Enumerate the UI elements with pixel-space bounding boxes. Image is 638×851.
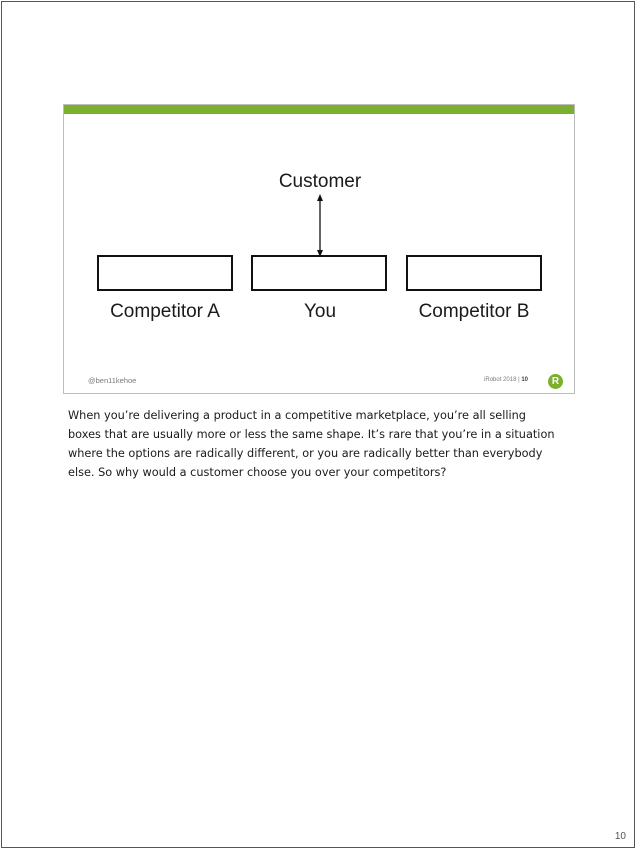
footer-slide-number: 10	[521, 377, 528, 383]
customer-label: Customer	[278, 171, 362, 192]
notes-line: boxes that are usually more or less the same shape. It’s rare that you’re in a situation	[68, 428, 555, 441]
slide-thumbnail	[63, 104, 575, 394]
notes-line: When you’re delivering a product in a competitive marketplace, you’re all selling	[68, 409, 526, 422]
notes-line: else. So why would a customer choose you over your competitors?	[68, 466, 447, 479]
competitor-a-label: Competitor A	[110, 301, 220, 322]
notes-line: where the options are radically different, or you are radically better than everybody	[68, 447, 543, 460]
competitor-b-label: Competitor B	[418, 301, 530, 322]
competitor-a-box	[97, 255, 233, 291]
you-label: You	[303, 301, 337, 322]
footer-credit	[484, 377, 528, 383]
customer-you-arrow	[64, 105, 576, 395]
irobot-logo-icon: R	[548, 374, 563, 389]
competitor-b-box	[406, 255, 542, 291]
footer-handle: @ben11kehoe	[88, 376, 137, 385]
page-number: 10	[614, 831, 626, 842]
speaker-notes	[68, 406, 588, 482]
footer-credit-text: iRobot 2018 |	[484, 377, 520, 383]
you-box	[251, 255, 387, 291]
